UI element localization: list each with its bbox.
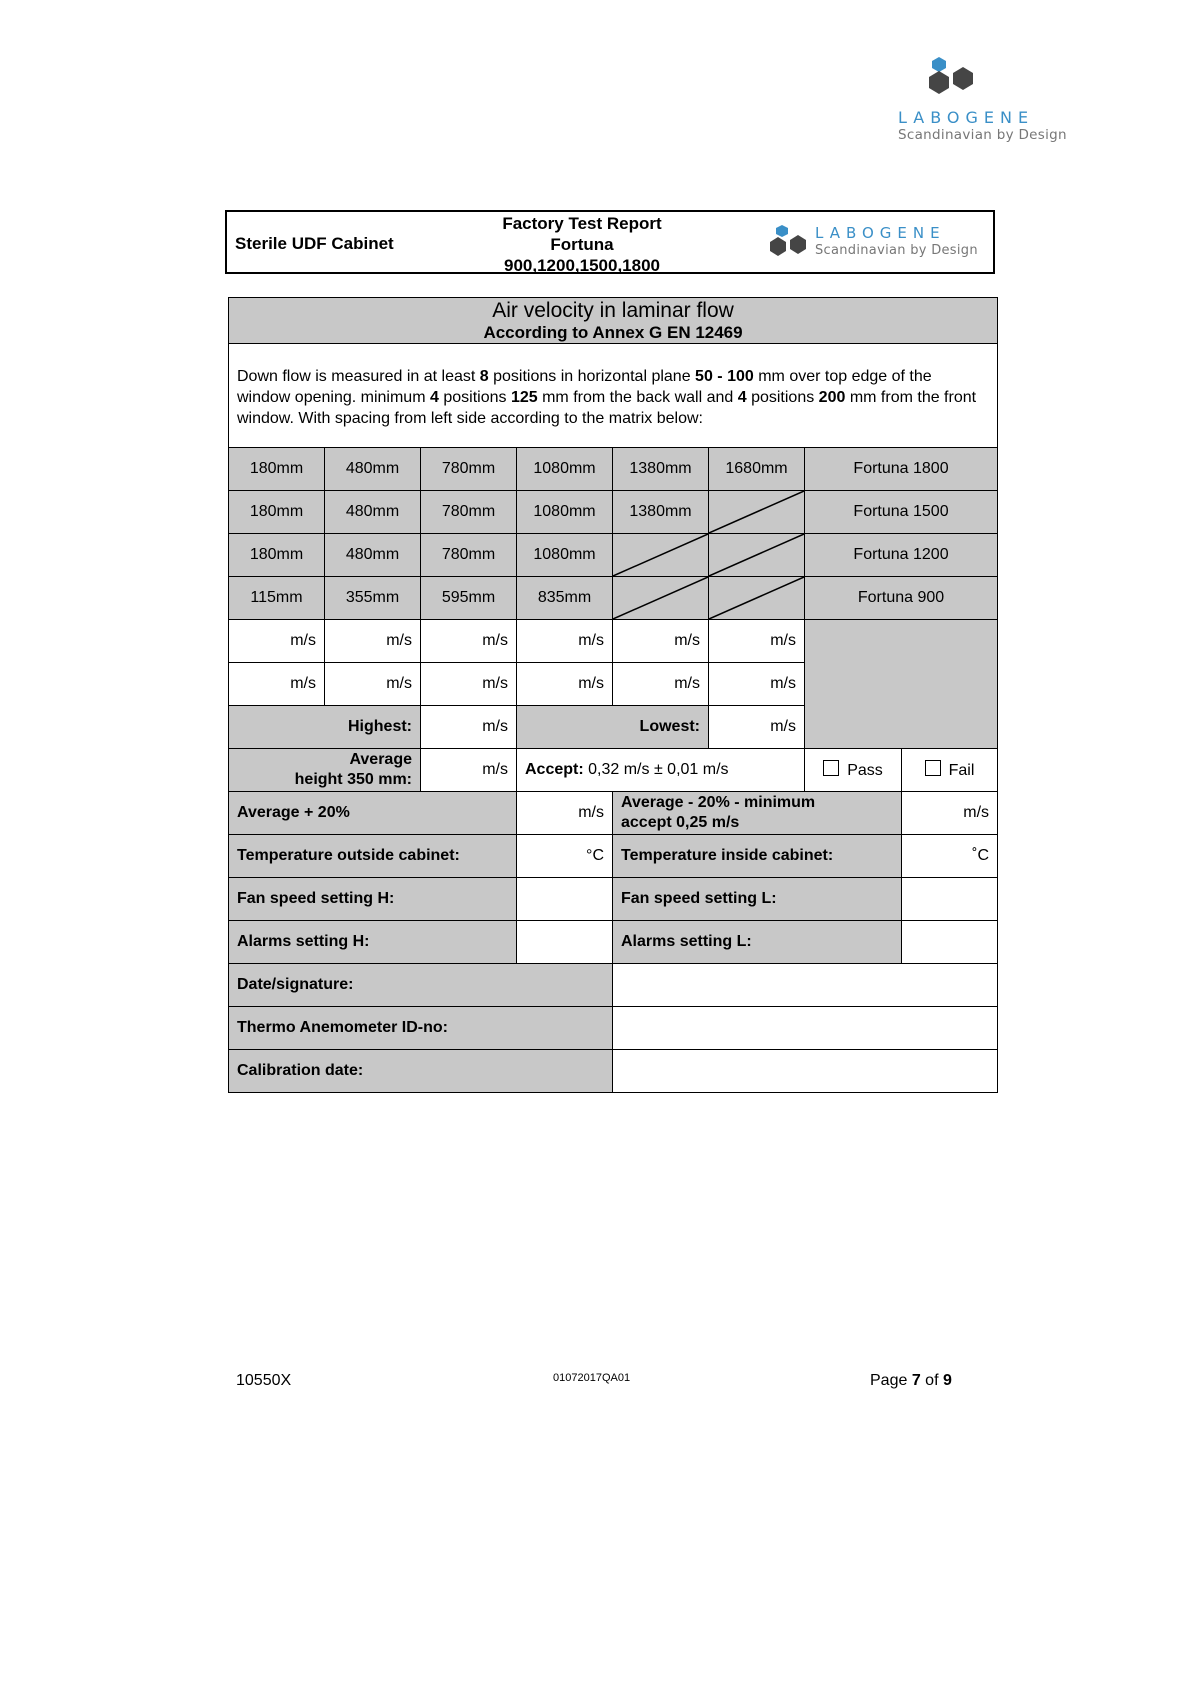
fan-l-input[interactable] xyxy=(902,878,998,921)
matrix-cell: 835mm xyxy=(517,577,613,620)
matrix-cell: 480mm xyxy=(325,534,421,577)
matrix-cell: 780mm xyxy=(421,534,517,577)
model-label: Fortuna 1800 xyxy=(805,448,998,491)
date-signature-row xyxy=(229,964,998,1007)
temp-inside-label: Temperature inside cabinet: xyxy=(613,835,902,878)
velocity-input[interactable]: m/s xyxy=(421,663,517,706)
matrix-row-900 xyxy=(229,577,998,620)
model-label: Fortuna 1500 xyxy=(805,491,998,534)
measurement-description: Down flow is measured in at least 8 positions in horizontal plane 50 - 100 mm over top edge of the window opening. minimum 4 positions 125 mm from the back wall and 4 positions 200 mm from the front window. With spacing from left side according to the matrix below: xyxy=(229,344,998,448)
velocity-input[interactable]: m/s xyxy=(709,620,805,663)
matrix-row-1200 xyxy=(229,534,998,577)
temp-outside-label: Temperature outside cabinet: xyxy=(229,835,517,878)
section-title: Air velocity in laminar flow xyxy=(492,298,734,322)
matrix-cell-na xyxy=(613,534,709,577)
velocity-input[interactable]: m/s xyxy=(709,663,805,706)
date-signature-label: Date/signature: xyxy=(229,964,613,1007)
average-deviation-row xyxy=(229,792,998,835)
velocity-input[interactable]: m/s xyxy=(325,620,421,663)
average-row xyxy=(229,749,998,792)
fan-speed-row xyxy=(229,878,998,921)
alarms-row xyxy=(229,921,998,964)
model-label: Fortuna 1200 xyxy=(805,534,998,577)
report-header xyxy=(225,210,995,274)
matrix-cell: 1380mm xyxy=(613,491,709,534)
checkbox-icon[interactable] xyxy=(823,760,839,776)
model-label: Fortuna 900 xyxy=(805,577,998,620)
highest-label: Highest: xyxy=(229,706,421,749)
matrix-cell-na xyxy=(613,577,709,620)
matrix-cell-na xyxy=(709,534,805,577)
matrix-cell: 180mm xyxy=(229,491,325,534)
report-model: Fortuna xyxy=(550,235,614,254)
grey-filler xyxy=(805,620,998,749)
fan-h-input[interactable] xyxy=(517,878,613,921)
matrix-row-1500 xyxy=(229,491,998,534)
fan-l-label: Fan speed setting L: xyxy=(613,878,902,921)
anemometer-input[interactable] xyxy=(613,1007,998,1050)
highest-input[interactable]: m/s xyxy=(421,706,517,749)
avg-plus-input[interactable]: m/s xyxy=(517,792,613,835)
air-velocity-table xyxy=(228,297,998,1093)
logo-tagline: Scandinavian by Design xyxy=(898,127,1067,143)
matrix-cell: 780mm xyxy=(421,491,517,534)
avg-plus-label: Average + 20% xyxy=(229,792,517,835)
velocity-input[interactable]: m/s xyxy=(613,663,709,706)
fan-h-label: Fan speed setting H: xyxy=(229,878,517,921)
logo-wordmark: LABOGENE xyxy=(898,108,1035,127)
velocity-input[interactable]: m/s xyxy=(229,620,325,663)
document-number: 10550X xyxy=(236,1372,292,1389)
report-sizes: 900,1200,1500,1800 xyxy=(504,256,660,275)
velocity-input[interactable]: m/s xyxy=(229,663,325,706)
velocity-input[interactable]: m/s xyxy=(421,620,517,663)
matrix-cell: 1680mm xyxy=(709,448,805,491)
alarm-l-label: Alarms setting L: xyxy=(613,921,902,964)
temp-outside-input[interactable]: °C xyxy=(517,835,613,878)
header-logo xyxy=(765,222,990,268)
section-title-cell xyxy=(229,298,998,344)
alarm-h-label: Alarms setting H: xyxy=(229,921,517,964)
average-input[interactable]: m/s xyxy=(421,749,517,792)
checkbox-icon[interactable] xyxy=(925,760,941,776)
calibration-label: Calibration date: xyxy=(229,1050,613,1093)
velocity-input[interactable]: m/s xyxy=(517,663,613,706)
lowest-label: Lowest: xyxy=(517,706,709,749)
hexagon-logo-icon xyxy=(918,55,988,99)
avg-minus-label: Average - 20% - minimum accept 0,25 m/s xyxy=(613,792,902,835)
velocity-input[interactable]: m/s xyxy=(517,620,613,663)
matrix-cell-na xyxy=(709,577,805,620)
matrix-cell: 480mm xyxy=(325,448,421,491)
matrix-cell: 180mm xyxy=(229,534,325,577)
lowest-input[interactable]: m/s xyxy=(709,706,805,749)
report-title-block xyxy=(482,213,682,276)
product-name: Sterile UDF Cabinet xyxy=(235,234,394,253)
calibration-input[interactable] xyxy=(613,1050,998,1093)
temp-inside-input[interactable]: ˚C xyxy=(902,835,998,878)
matrix-cell: 355mm xyxy=(325,577,421,620)
matrix-cell: 595mm xyxy=(421,577,517,620)
fail-checkbox[interactable]: Fail xyxy=(902,749,998,792)
alarm-h-input[interactable] xyxy=(517,921,613,964)
matrix-cell: 115mm xyxy=(229,577,325,620)
revision-code: 01072017QA01 xyxy=(553,1372,631,1384)
labogene-logo xyxy=(898,55,1078,145)
velocity-input[interactable]: m/s xyxy=(613,620,709,663)
matrix-cell: 480mm xyxy=(325,491,421,534)
date-signature-input[interactable] xyxy=(613,964,998,1007)
report-title: Factory Test Report xyxy=(502,214,662,233)
pass-checkbox[interactable]: Pass xyxy=(805,749,902,792)
temperature-row xyxy=(229,835,998,878)
page-number: Page 7 of 9 xyxy=(870,1372,952,1389)
anemometer-label: Thermo Anemometer ID-no: xyxy=(229,1007,613,1050)
section-subtitle: According to Annex G EN 12469 xyxy=(483,322,743,342)
matrix-cell: 780mm xyxy=(421,448,517,491)
header-logo-wordmark: LABOGENE xyxy=(815,224,946,242)
matrix-cell: 1080mm xyxy=(517,491,613,534)
matrix-cell-na xyxy=(709,491,805,534)
anemometer-row xyxy=(229,1007,998,1050)
alarm-l-input[interactable] xyxy=(902,921,998,964)
matrix-cell: 1080mm xyxy=(517,534,613,577)
velocity-input[interactable]: m/s xyxy=(325,663,421,706)
measurement-row-1 xyxy=(229,620,998,663)
avg-minus-input[interactable]: m/s xyxy=(902,792,998,835)
matrix-cell: 1380mm xyxy=(613,448,709,491)
matrix-row-1800 xyxy=(229,448,998,491)
header-logo-tagline: Scandinavian by Design xyxy=(815,243,978,258)
hexagon-logo-icon xyxy=(765,224,815,264)
calibration-row xyxy=(229,1050,998,1093)
average-height-label: Average height 350 mm: xyxy=(229,749,421,792)
accept-criteria: Accept: 0,32 m/s ± 0,01 m/s xyxy=(517,749,805,792)
matrix-cell: 180mm xyxy=(229,448,325,491)
matrix-cell: 1080mm xyxy=(517,448,613,491)
